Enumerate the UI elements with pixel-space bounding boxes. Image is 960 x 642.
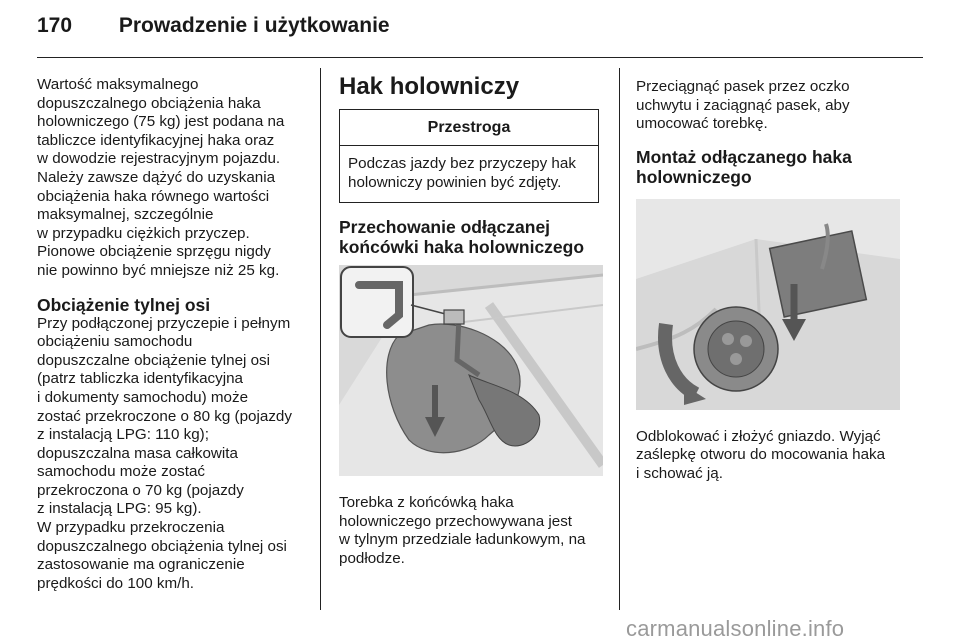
strap-instructions: Przeciągnąć pasek przez oczko uchwytu i zaciągnąć pasek, aby umocować torebkę. <box>636 78 850 133</box>
page-header <box>37 14 390 38</box>
storage-subheading: Przechowanie odłączanej końcówki haka holowniczego <box>339 217 585 258</box>
storage-bag-illustration <box>339 265 603 476</box>
column-divider-1 <box>320 68 321 610</box>
section-title: Hak holowniczy <box>339 73 520 100</box>
max-hitch-load-paragraph: Wartość maksymalnego dopuszczalnego obciążenia haka holowniczego (75 kg) jest podana na tabliczce identyfikacyjnej haka oraz w dowodzie rejestracyjnym pojazdu. Należy zawsze dążyć do uzyskania obciążenia haka równego wartości maksymalnej, szczególnie w przypadku ciężkich przyczep. Pionowe obciążenie sprzęgu nigdy nie powinno być mniejsze niż 25 kg. <box>37 76 285 279</box>
column-2 <box>339 73 601 569</box>
rear-axle-load-paragraph: Przy podłączonej przyczepie i pełnym obciążeniu samochodu dopuszczalne obciążenie tylnej osi (patrz tabliczka identyfikacyjna i dokumenty samochodu) może zostać przekroczone o 80 kg (pojazdy z instalacją LPG: 110 kg); dopuszczalna masa całkowita samochodu może zostać przekroczona o 70 kg (pojazdy z instalacją LPG: 95 kg). W przypadku przekroczenia dopuszczalnego obciążenia tylnej osi zastosowanie ma ograniczenie prędkości do 100 km/h. <box>37 314 292 592</box>
mounting-caption: Odblokować i złożyć gniazdo. Wyjąć zaślepkę otworu do mocowania haka i schować ją. <box>636 427 886 482</box>
chapter-title: Prowadzenie i użytkowanie <box>118 14 390 37</box>
storage-caption: Torebka z końcówką haka holowniczego przechowywana jest w tylnym przedziale ładunkowym, na podłodze. <box>339 494 586 567</box>
watermark: carmanualsonline.info <box>626 616 845 641</box>
rear-axle-load-heading: Obciążenie tylnej osi <box>37 294 211 315</box>
mounting-subheading: Montaż odłączanego haka holowniczego <box>636 146 852 187</box>
mounting-illustration <box>636 199 900 410</box>
header-rule <box>37 57 923 58</box>
column-1 <box>37 76 302 593</box>
caution-title: Przestroga <box>340 110 598 146</box>
column-3 <box>636 78 901 484</box>
caution-text: Podczas jazdy bez przyczepy hak holowniczy powinien być zdjęty. <box>348 155 576 191</box>
page-number: 170 <box>37 14 73 37</box>
caution-box <box>339 109 599 203</box>
column-divider-2 <box>619 68 620 610</box>
